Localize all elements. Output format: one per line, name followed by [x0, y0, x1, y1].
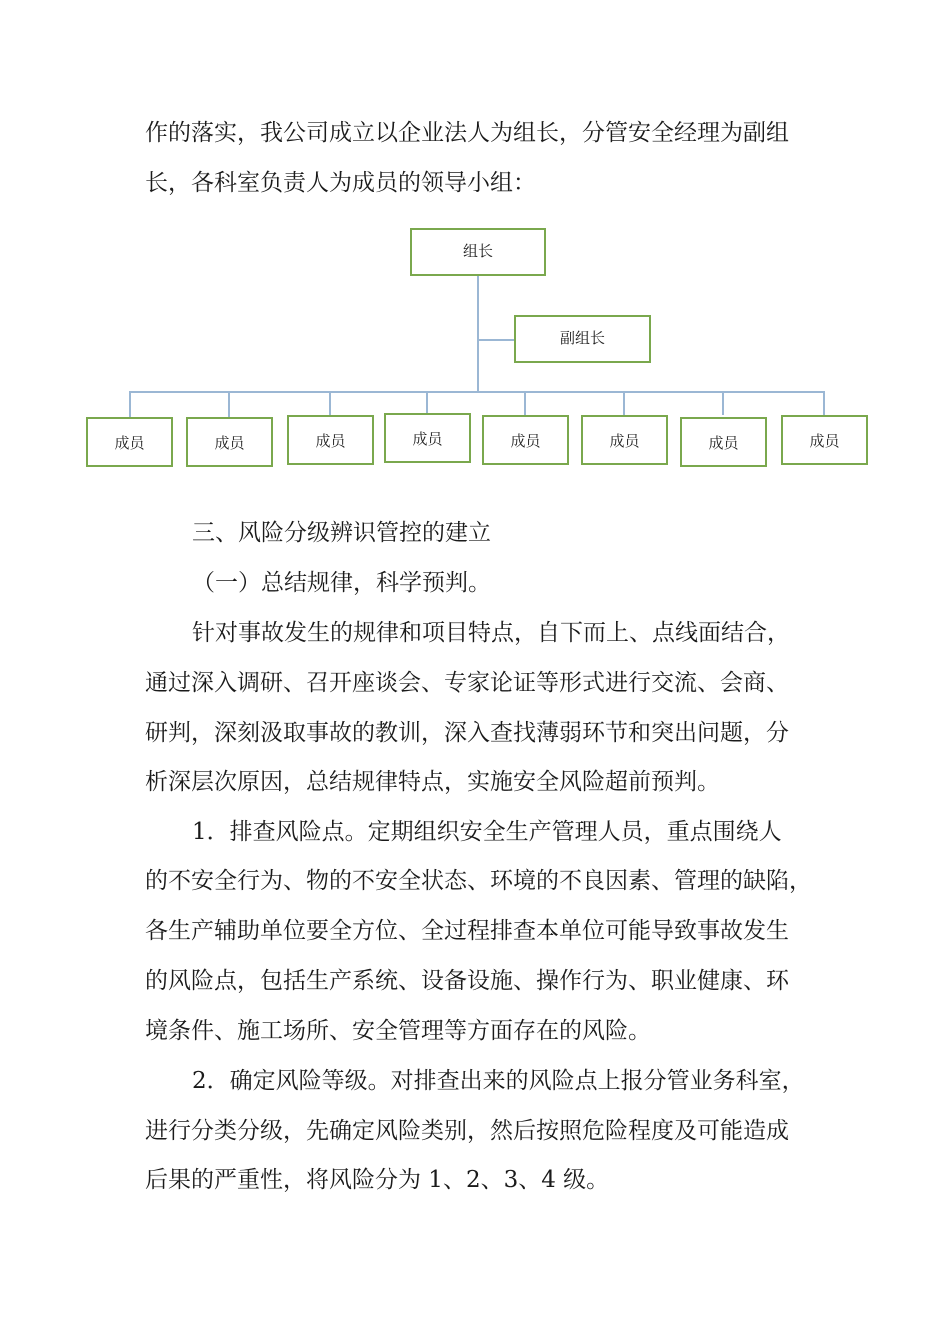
member-box-2: 成员: [186, 417, 273, 467]
paragraph-1-line-1: 针对事故发生的规律和项目特点，自下而上、点线面结合，: [192, 620, 790, 646]
connector-deputy: [478, 339, 514, 341]
connector-member-5: [524, 392, 526, 415]
member-box-8: 成员: [781, 415, 868, 465]
paragraph-2-line-4: 的风险点，包括生产系统、设备设施、操作行为、职业健康、环: [145, 968, 789, 994]
connector-member-7: [722, 392, 724, 415]
section-heading: 三、风险分级辨识管控的建立: [192, 520, 491, 546]
member-box-3: 成员: [287, 415, 374, 465]
paragraph-1-line-3: 研判，深刻汲取事故的教训，深入查找薄弱环节和突出问题，分: [145, 720, 789, 746]
member-box-4: 成员: [384, 413, 471, 463]
connector-member-1: [129, 392, 131, 417]
paragraph-3-line-3: 后果的严重性，将风险分为 1、2、3、4 级。: [145, 1167, 610, 1193]
member-box-7: 成员: [680, 417, 767, 467]
member-box-5: 成员: [482, 415, 569, 465]
leader-box: 组长: [410, 228, 546, 276]
member-box-6: 成员: [581, 415, 668, 465]
paragraph-2-line-1: 1．排查风险点。定期组织安全生产管理人员，重点围绕人: [192, 819, 782, 845]
paragraph-3-line-1: 2．确定风险等级。对排查出来的风险点上报分管业务科室，: [192, 1068, 805, 1094]
subsection-heading: （一）总结规律，科学预判。: [192, 570, 491, 596]
connector-member-8: [823, 392, 825, 415]
connector-member-6: [623, 392, 625, 415]
paragraph-3-line-2: 进行分类分级，先确定风险类别，然后按照危险程度及可能造成: [145, 1118, 789, 1144]
paragraph-2-line-5: 境条件、施工场所、安全管理等方面存在的风险。: [145, 1018, 651, 1044]
intro-line-2: 长，各科室负责人为成员的领导小组：: [145, 170, 536, 196]
connector-member-4: [426, 392, 428, 413]
connector-vertical-main: [477, 276, 479, 392]
paragraph-1-line-4: 析深层次原因，总结规律特点，实施安全风险超前预判。: [145, 769, 720, 795]
connector-member-2: [228, 392, 230, 417]
paragraph-1-line-2: 通过深入调研、召开座谈会、专家论证等形式进行交流、会商、: [145, 670, 789, 696]
paragraph-2-line-2: 的不安全行为、物的不安全状态、环境的不良因素、管理的缺陷，: [145, 868, 812, 894]
paragraph-2-line-3: 各生产辅助单位要全方位、全过程排查本单位可能导致事故发生: [145, 918, 789, 944]
connector-horizontal-bus: [129, 391, 825, 393]
deputy-box: 副组长: [514, 315, 651, 363]
org-chart: [0, 220, 950, 480]
connector-member-3: [329, 392, 331, 415]
member-box-1: 成员: [86, 417, 173, 467]
intro-line-1: 作的落实，我公司成立以企业法人为组长，分管安全经理为副组: [145, 120, 789, 146]
